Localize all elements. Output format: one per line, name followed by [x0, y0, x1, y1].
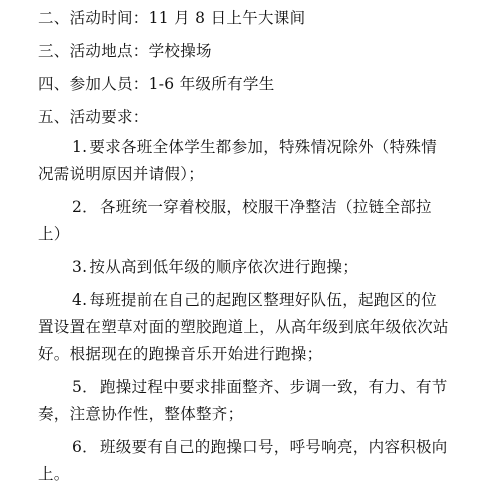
section-participants — [38, 68, 450, 101]
section-activity-requirements — [38, 101, 450, 134]
section-value: 11 月 8 日上午大课间 — [148, 9, 306, 27]
requirement-number: 3. — [72, 258, 88, 276]
requirement-number: 2． — [72, 198, 98, 216]
requirement-item — [38, 134, 450, 188]
requirement-item — [38, 194, 450, 248]
requirement-number: 4. — [72, 291, 88, 309]
requirement-item — [38, 287, 450, 368]
section-label: 二、活动时间： — [38, 9, 149, 27]
requirement-text: 各班统一穿着校服，校服干净整洁（拉链全部拉上） — [38, 198, 432, 243]
requirement-item — [38, 374, 450, 428]
requirement-text: 按从高到低年级的顺序依次进行跑操； — [89, 258, 358, 276]
requirement-text: 每班提前在自己的起跑区整理好队伍，起跑区的位置设置在塑草对面的塑胶跑道上，从高年级到底年级依次站好。根据现在的跑操音乐开始进行跑操； — [38, 291, 449, 363]
requirement-number: 6． — [72, 438, 98, 456]
requirement-text: 要求各班全体学生都参加，特殊情况除外（特殊情况需说明原因并请假）； — [38, 138, 437, 183]
section-value: 学校操场 — [148, 42, 212, 60]
section-activity-location — [38, 35, 450, 68]
section-label: 五、活动要求： — [38, 108, 149, 126]
section-label: 三、活动地点： — [38, 42, 149, 60]
requirement-number: 1. — [72, 138, 88, 156]
section-label: 四、参加人员： — [38, 75, 149, 93]
document-page — [0, 2, 480, 482]
section-activity-time — [38, 2, 450, 35]
requirement-text: 班级要有自己的跑操口号，呼号响亮，内容积极向上。 — [38, 438, 448, 483]
requirement-text: 跑操过程中要求排面整齐、步调一致，有力、有节奏，注意协作性，整体整齐； — [38, 378, 448, 423]
section-value: 1-6 年级所有学生 — [148, 75, 275, 93]
requirement-number: 5． — [72, 378, 98, 396]
requirement-item — [38, 254, 450, 281]
